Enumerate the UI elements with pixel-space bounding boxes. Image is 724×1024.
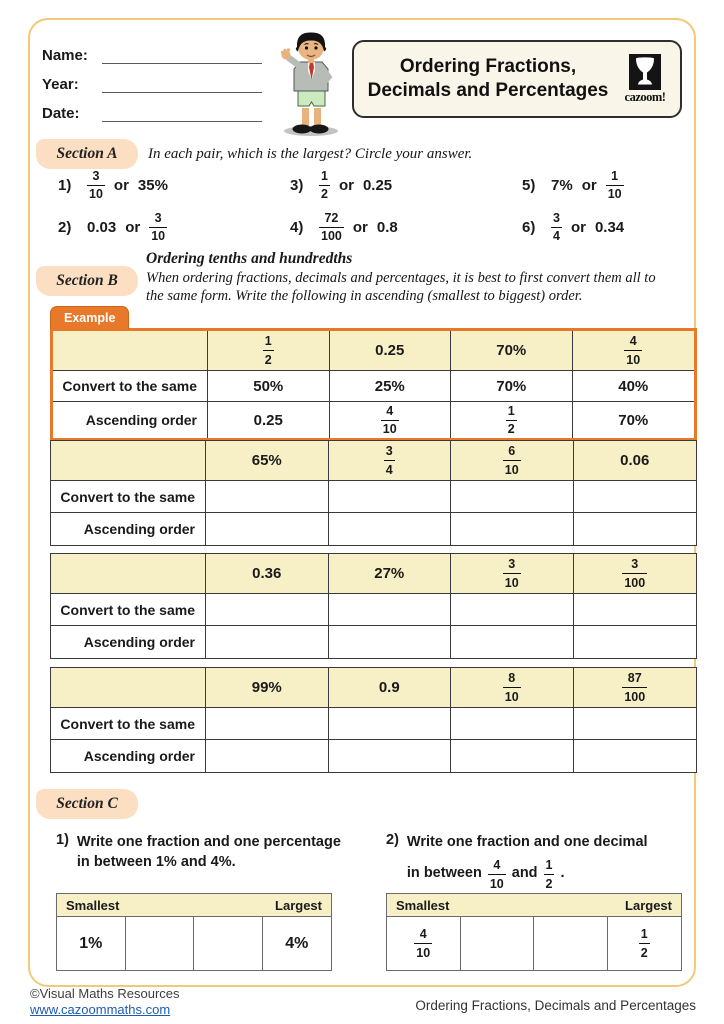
fraction-denominator: 10 xyxy=(381,420,399,436)
or-label: or xyxy=(113,176,129,194)
range-cell xyxy=(387,917,461,970)
fraction xyxy=(551,212,562,243)
header-cell xyxy=(451,554,574,594)
problem-item xyxy=(290,204,522,250)
answer-cell xyxy=(206,481,329,513)
header-fields xyxy=(42,44,262,131)
section-a-chip: Section A xyxy=(36,139,138,169)
problem-number: 3) xyxy=(290,176,304,194)
worksheet-title xyxy=(360,55,616,103)
fraction-numerator: 87 xyxy=(627,671,642,685)
value: 99% xyxy=(251,679,282,696)
date-field xyxy=(42,102,262,122)
row-label-cell: Ascending order xyxy=(51,513,206,545)
fraction-numerator: 1 xyxy=(321,168,328,183)
row-label-cell: Convert to the same xyxy=(51,481,206,513)
answer-cell xyxy=(330,371,452,402)
problem-item xyxy=(58,204,290,250)
fraction-numerator: 1 xyxy=(611,168,619,183)
fraction-numerator: 4 xyxy=(493,858,501,872)
range-cell xyxy=(126,917,195,970)
title-line-2: Decimals and Percentages xyxy=(367,80,609,101)
value: 1% xyxy=(79,934,103,952)
row-label-cell: Ascending order xyxy=(53,402,208,438)
fraction-numerator: 3 xyxy=(553,210,560,225)
fraction xyxy=(503,558,521,589)
fraction-numerator: 3 xyxy=(154,210,162,225)
answer-cell xyxy=(451,626,574,658)
header-cell xyxy=(329,554,452,594)
problem-item xyxy=(522,166,688,204)
fraction-denominator: 100 xyxy=(319,227,344,243)
fraction-denominator: 2 xyxy=(506,420,517,436)
row-label-cell: Convert to the same xyxy=(51,708,206,740)
problem-number: 1) xyxy=(58,176,72,194)
section-b-chip: Section B xyxy=(36,266,138,296)
answer-cell xyxy=(329,481,452,513)
name-label: Name: xyxy=(42,47,88,64)
or-label: or xyxy=(125,218,141,236)
range-table-1 xyxy=(56,893,332,971)
answer-cell xyxy=(330,402,452,438)
fraction xyxy=(488,859,506,890)
problem-number: 5) xyxy=(522,176,536,194)
value: 70% xyxy=(496,377,527,395)
question-1-line-2: in between 1% and 4%. xyxy=(76,854,236,870)
problem-item xyxy=(522,204,688,250)
value: 0.03 xyxy=(87,218,117,236)
range-table-2-header xyxy=(387,894,681,917)
answer-cell xyxy=(574,594,697,626)
fraction-denominator: 10 xyxy=(149,227,167,243)
answer-cell xyxy=(206,594,329,626)
value: 0.25 xyxy=(362,176,393,194)
answer-cell xyxy=(574,740,697,772)
value: 40% xyxy=(618,377,649,395)
range-table-1-body xyxy=(57,917,331,970)
fraction xyxy=(639,928,650,959)
value: 0.9 xyxy=(378,679,400,696)
section-a-instruction: In each pair, which is the largest? Circle your answer. xyxy=(148,146,473,162)
range-cell xyxy=(194,917,263,970)
q2-frac-1 xyxy=(488,855,506,890)
answer-cell xyxy=(329,708,452,740)
date-line xyxy=(102,105,262,122)
header-cell xyxy=(329,668,452,708)
fraction-numerator: 1 xyxy=(545,858,553,872)
fraction-denominator: 100 xyxy=(622,687,647,703)
question-2-text xyxy=(407,832,648,890)
copyright-text: ©Visual Maths Resources xyxy=(30,986,180,1001)
fraction-denominator: 4 xyxy=(384,460,395,476)
answer-cell xyxy=(206,740,329,772)
fraction-denominator: 2 xyxy=(263,350,274,366)
answer-cell xyxy=(451,402,573,438)
fraction xyxy=(87,170,105,201)
fraction-denominator: 4 xyxy=(551,227,562,243)
header-cell xyxy=(208,331,330,371)
answer-cell xyxy=(329,626,452,658)
row-label-cell: Ascending order xyxy=(51,626,206,658)
value: 35% xyxy=(137,176,168,194)
smallest-label: Smallest xyxy=(396,897,450,913)
fraction xyxy=(384,445,395,476)
fraction-numerator: 8 xyxy=(508,671,516,685)
fraction-denominator: 2 xyxy=(319,185,330,201)
header-cell xyxy=(451,331,573,371)
fraction xyxy=(606,170,624,201)
question-1-text xyxy=(77,832,341,872)
question-2-prefix: in between xyxy=(406,864,482,881)
footer-credits xyxy=(30,986,180,1018)
answer-cell xyxy=(208,371,330,402)
section-b-body-line-2: the same form. Write the following in ascending (smallest to biggest) order. xyxy=(146,288,583,304)
table-corner-cell xyxy=(53,331,208,371)
value: 0.36 xyxy=(252,565,282,582)
value: 0.25 xyxy=(253,411,283,429)
fraction-numerator: 1 xyxy=(264,334,272,348)
row-label-cell: Convert to the same xyxy=(53,371,208,402)
year-field xyxy=(42,73,262,93)
fraction xyxy=(503,672,521,703)
question-2-line-2 xyxy=(407,855,648,890)
cazoom-logo xyxy=(616,54,674,105)
value: 0.8 xyxy=(376,218,398,236)
answer-cell xyxy=(208,402,330,438)
value: 27% xyxy=(374,565,405,582)
header-cell xyxy=(451,441,574,481)
cazoommaths-link[interactable]: www.cazoommaths.com xyxy=(30,1002,171,1017)
fraction-denominator: 10 xyxy=(606,185,624,201)
value: 0.25 xyxy=(375,342,405,359)
header-cell xyxy=(206,668,329,708)
fraction-numerator: 3 xyxy=(631,557,639,571)
fraction-numerator: 3 xyxy=(385,444,393,458)
fraction-denominator: 10 xyxy=(624,350,642,366)
answer-cell xyxy=(206,513,329,545)
fraction xyxy=(506,405,517,436)
year-label: Year: xyxy=(42,76,79,93)
range-table-2-body xyxy=(387,917,681,970)
answer-cell xyxy=(574,626,697,658)
problem-number: 2) xyxy=(58,218,72,236)
row-label-cell: Convert to the same xyxy=(51,594,206,626)
answer-cell xyxy=(574,708,697,740)
header-cell xyxy=(574,441,697,481)
title-line-1: Ordering Fractions, xyxy=(399,56,577,78)
answer-cell xyxy=(451,513,574,545)
range-cell xyxy=(608,917,682,970)
answer-cell xyxy=(451,371,573,402)
date-label: Date: xyxy=(42,105,80,122)
value: 65% xyxy=(251,452,282,469)
fraction xyxy=(622,672,647,703)
answer-cell xyxy=(206,708,329,740)
header-cell xyxy=(206,441,329,481)
answer-cell xyxy=(451,708,574,740)
section-b-heading: Ordering tenths and hundredths xyxy=(146,250,353,267)
fraction xyxy=(503,445,521,476)
question-1-line-1: Write one fraction and one percentage xyxy=(76,834,341,850)
fraction xyxy=(624,335,642,366)
table-corner-cell xyxy=(51,554,206,594)
value: 50% xyxy=(253,377,284,395)
answer-cell xyxy=(574,513,697,545)
answer-cell xyxy=(329,740,452,772)
range-cell xyxy=(263,917,332,970)
section-c-question-2 xyxy=(386,832,648,890)
fraction-numerator: 3 xyxy=(508,557,516,571)
q2-frac-2 xyxy=(544,855,555,890)
answer-cell xyxy=(573,402,695,438)
answer-cell xyxy=(329,594,452,626)
footer-title: Ordering Fractions, Decimals and Percentages xyxy=(415,998,696,1013)
fraction-denominator: 10 xyxy=(414,943,432,959)
section-c-chip: Section C xyxy=(36,789,138,819)
fraction xyxy=(319,212,344,243)
fraction xyxy=(544,859,555,890)
fraction-numerator: 1 xyxy=(640,927,648,941)
table-corner-cell xyxy=(51,441,206,481)
question-2-suffix: . xyxy=(560,864,565,881)
range-table-1-header xyxy=(57,894,331,917)
smallest-label: Smallest xyxy=(66,897,120,913)
fraction-numerator: 72 xyxy=(324,210,339,225)
value: 0.06 xyxy=(620,452,650,469)
answer-cell xyxy=(573,371,695,402)
section-b-body-line-1: When ordering fractions, decimals and percentages, it is best to first convert them all to xyxy=(146,270,656,286)
fraction-numerator: 6 xyxy=(508,444,516,458)
fraction xyxy=(149,212,167,243)
problem-number: 6) xyxy=(522,218,536,236)
row-label-cell: Ascending order xyxy=(51,740,206,772)
value: 0.34 xyxy=(594,218,625,236)
answer-cell xyxy=(574,481,697,513)
or-label: or xyxy=(352,218,368,236)
fraction-denominator: 2 xyxy=(639,943,650,959)
name-line xyxy=(102,47,262,64)
fraction-numerator: 4 xyxy=(629,334,637,348)
problem-number: 4) xyxy=(290,218,304,236)
or-label: or xyxy=(581,176,597,194)
fraction-denominator: 10 xyxy=(503,573,521,589)
value: 4% xyxy=(285,934,309,952)
student-character-illustration xyxy=(270,28,350,143)
or-label: or xyxy=(338,176,354,194)
fraction xyxy=(622,558,647,589)
range-cell xyxy=(461,917,535,970)
header-cell xyxy=(574,554,697,594)
value: 7% xyxy=(551,176,573,194)
fraction-numerator: 4 xyxy=(386,403,394,418)
header-cell xyxy=(574,668,697,708)
fraction xyxy=(381,405,399,436)
table-corner-cell xyxy=(51,668,206,708)
cazoom-logo-text: cazoom! xyxy=(624,89,666,104)
question-2-number: 2) xyxy=(386,832,399,848)
largest-label: Largest xyxy=(275,897,322,913)
fraction-denominator: 10 xyxy=(503,687,521,703)
problem-item xyxy=(290,166,522,204)
answer-cell xyxy=(451,740,574,772)
range-cell xyxy=(57,917,126,970)
value: 25% xyxy=(374,377,405,395)
answer-cell xyxy=(206,626,329,658)
header-cell xyxy=(329,441,452,481)
fraction xyxy=(414,928,432,959)
practice-table-3 xyxy=(50,667,697,773)
fraction-denominator: 100 xyxy=(622,573,647,589)
fraction-numerator: 1 xyxy=(507,403,515,418)
header-cell xyxy=(330,331,452,371)
fraction xyxy=(319,170,330,201)
answer-cell xyxy=(329,513,452,545)
fraction-denominator: 10 xyxy=(87,185,105,201)
range-cell xyxy=(534,917,608,970)
example-tab: Example xyxy=(50,306,129,329)
largest-label: Largest xyxy=(625,897,672,913)
range-table-2 xyxy=(386,893,682,971)
fraction-numerator: 4 xyxy=(419,927,427,941)
section-c-question-1 xyxy=(56,832,341,872)
problem-item xyxy=(58,166,290,204)
student-character-svg xyxy=(270,28,350,138)
fraction xyxy=(263,335,274,366)
year-line xyxy=(102,76,262,93)
value: 70% xyxy=(496,342,527,359)
practice-table-1 xyxy=(50,440,697,546)
section-a-problems xyxy=(58,166,688,250)
header-cell xyxy=(206,554,329,594)
practice-table-2 xyxy=(50,553,697,659)
value: 70% xyxy=(618,411,649,429)
fraction-denominator: 2 xyxy=(544,874,555,890)
header-cell xyxy=(573,331,695,371)
question-2-line-1: Write one fraction and one decimal xyxy=(406,834,648,850)
name-field xyxy=(42,44,262,64)
cazoom-logo-icon xyxy=(628,54,662,91)
question-1-number: 1) xyxy=(56,832,69,848)
fraction-denominator: 10 xyxy=(488,874,506,890)
header-cell xyxy=(451,668,574,708)
worksheet-title-box xyxy=(352,40,682,118)
fraction-numerator: 3 xyxy=(92,168,100,183)
example-table xyxy=(50,328,697,441)
or-label: or xyxy=(570,218,586,236)
answer-cell xyxy=(451,594,574,626)
answer-cell xyxy=(451,481,574,513)
question-2-mid: and xyxy=(511,864,538,881)
fraction-denominator: 10 xyxy=(503,460,521,476)
